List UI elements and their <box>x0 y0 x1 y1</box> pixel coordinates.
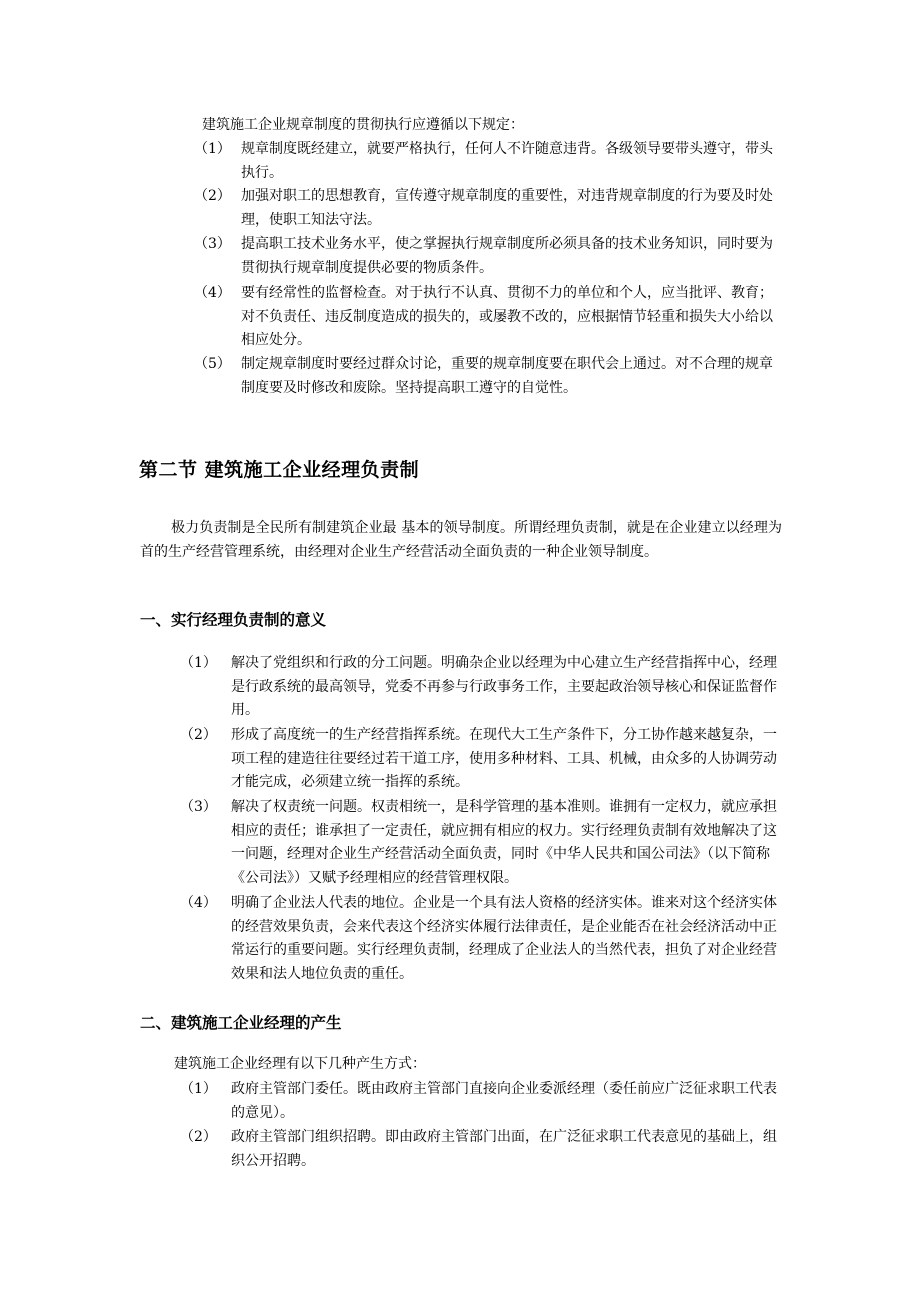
part1-heading: 一、实行经理负责制的意义 <box>140 611 327 629</box>
item-text: 解决了权责统一问题。权责相统一，是科学管理的基本准则。谁拥有一定权力，就应承担相应的责任；谁承担了一定责任，就应拥有相应的权力。实行经理负责制有效地解决了这一问题，经理对企业生产经营活动全面负责，同时《中华人民共和国公司法》（以下简称《公司法》）又赋予经理相应的经营管理权限。 <box>231 799 777 886</box>
part2-intro: 建筑施工企业经理有以下几种产生方式： <box>174 1056 426 1072</box>
item-number: （1） <box>194 141 231 157</box>
item-number: （1） <box>180 1081 217 1097</box>
item-number: （2） <box>180 1129 217 1145</box>
top-list-intro: 建筑施工企业规章制度的贯彻执行应遵循以下规定： <box>202 117 524 133</box>
item-number: （5） <box>194 356 231 372</box>
part2-heading: 二、建筑施工企业经理的产生 <box>140 1014 342 1032</box>
item-text: 明确了企业法人代表的地位。企业是一个具有法人资格的经济实体。谁来对这个经济实体的经营效果负责，会来代表这个经济实体履行法律责任，是企业能否在社会经济活动中正常运行的重要问题。实行经理负责制，经理成了企业法人的当然代表，担负了对企业经营效果和法人地位负责的重任。 <box>231 895 777 982</box>
item-text: 形成了高度统一的生产经营指挥系统。在现代大工生产条件下，分工协作越来越复杂，一项工程的建造往往要经过若干道工序，使用多种材料、工具、机械，由众多的人协调劳动才能完成，必须建立统一指挥的系统。 <box>231 727 777 790</box>
item-text: 加强对职工的思想教育，宣传遵守规章制度的重要性，对违背规章制度的行为要及时处理，使职工知法守法。 <box>241 188 773 228</box>
item-number: （3） <box>194 236 231 252</box>
item-text: 解决了党组织和行政的分工问题。明确杂企业以经理为中心建立生产经营指挥中心，经理是行政系统的最高领导，党委不再参与行政事务工作，主要起政治领导核心和保证监督作用。 <box>231 655 777 718</box>
item-number: （4） <box>180 895 217 911</box>
item-number: （4） <box>194 285 231 301</box>
item-text: 政府主管部门组织招聘。即由政府主管部门出面，在广泛征求职工代表意见的基础上，组织公开招聘。 <box>231 1129 777 1169</box>
item-text: 政府主管部门委任。既由政府主管部门直接向企业委派经理（委任前应广泛征求职工代表的意见）。 <box>231 1081 777 1121</box>
item-number: （1） <box>180 655 217 671</box>
item-number: （2） <box>194 188 231 204</box>
item-text: 规章制度既经建立，就要严格执行，任何人不许随意违背。各级领导要带头遵守，带头执行。 <box>241 141 773 181</box>
item-number: （3） <box>180 799 217 815</box>
item-text: 提高职工技术业务水平，使之掌握执行规章制度所必须具备的技术业务知识，同时要为贯彻执行规章制度提供必要的物质条件。 <box>241 236 773 276</box>
item-text: 制定规章制度时要经过群众讨论，重要的规章制度要在职代会上通过。对不合理的规章制度要及时修改和废除。坚持提高职工遵守的自觉性。 <box>241 356 773 396</box>
item-number: （2） <box>180 727 217 743</box>
section-title: 第二节 建筑施工企业经理负责制 <box>139 459 420 481</box>
item-text: 要有经常性的监督检查。对于执行不认真、贯彻不力的单位和个人，应当批评、教育；对不负责任、违反制度造成的损失的，或屡教不改的，应根据情节轻重和损失大小给以相应处分。 <box>241 285 773 348</box>
section-paragraph: 极力负责制是全民所有制建筑企业最 基本的领导制度。所谓经理负责制，就是在企业建立以经理为首的生产经营管理系统，由经理对企业生产经营活动全面负责的一种企业领导制度。 <box>140 520 782 560</box>
